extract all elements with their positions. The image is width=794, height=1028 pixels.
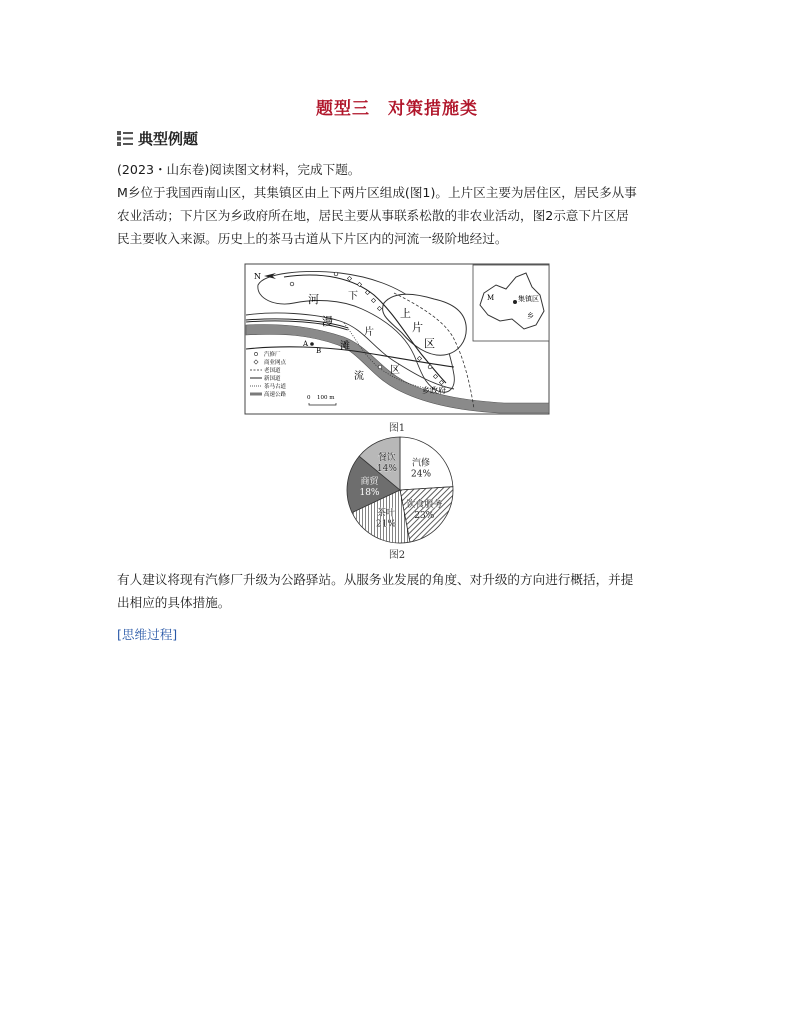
inset-m-label: M bbox=[487, 294, 495, 302]
inset-town-dot bbox=[513, 300, 517, 304]
point-a-marker bbox=[310, 342, 314, 346]
svg-text:高速公路: 高速公路 bbox=[264, 392, 287, 398]
section-label: 典型例题 bbox=[138, 130, 199, 148]
figure1-caption: 图1 bbox=[388, 423, 406, 434]
figure1-map bbox=[244, 263, 550, 415]
figure2-caption: 图2 bbox=[388, 550, 406, 561]
label-shang: 上 bbox=[400, 307, 411, 320]
point-b-label: B bbox=[316, 347, 322, 355]
label-pian-lower: 片 bbox=[364, 327, 374, 338]
label-qu-lower: 区 bbox=[390, 365, 400, 376]
pie-label: 餐饮 bbox=[377, 453, 396, 464]
figure2-pie-chart bbox=[344, 434, 456, 546]
svg-text:汽修厂: 汽修厂 bbox=[264, 352, 281, 358]
pie-label: 商贸 bbox=[360, 477, 379, 488]
label-liu: 流 bbox=[354, 371, 364, 382]
label-tan: 滩 bbox=[340, 341, 350, 352]
inset-town-label: 集镇区 bbox=[518, 295, 539, 303]
point-a-label: A bbox=[303, 340, 309, 348]
svg-text:新国道: 新国道 bbox=[264, 376, 281, 382]
label-man: 漫 bbox=[322, 315, 333, 328]
pie-label: 21% bbox=[376, 519, 397, 530]
list-icon bbox=[117, 131, 133, 146]
label-gov: 乡政府 bbox=[422, 386, 446, 395]
question-line: 出相应的具体措施。 bbox=[117, 595, 231, 610]
page-title: 题型三 对策措施类 bbox=[316, 99, 478, 119]
svg-text:商业网点: 商业网点 bbox=[264, 360, 287, 366]
pie-label: 汽修 bbox=[412, 458, 431, 469]
body-line: 民主要收入来源。历史上的茶马古道从下片区内的河流一级阶地经过。 bbox=[117, 231, 508, 246]
thinking-process-label: [思维过程] bbox=[117, 627, 178, 642]
label-pian-upper: 片 bbox=[412, 321, 423, 334]
section-header bbox=[117, 128, 198, 149]
svg-text:0: 0 bbox=[307, 395, 311, 401]
label-qu-upper: 区 bbox=[424, 337, 435, 350]
body-line: M乡位于我国西南山区，其集镇区由上下两片区组成(图1)。上片区主要为居住区，居民多从事 bbox=[117, 185, 637, 200]
svg-text:茶马古道: 茶马古道 bbox=[264, 384, 287, 390]
question-line: 有人建议将现有汽修厂升级为公路驿站。从服务业发展的角度、对升级的方向进行概括，并提 bbox=[117, 572, 634, 587]
svg-text:100 m: 100 m bbox=[317, 395, 335, 401]
question-text bbox=[117, 568, 683, 614]
svg-text:老国道: 老国道 bbox=[264, 368, 281, 374]
pie-label: 24% bbox=[411, 469, 432, 480]
pie-label: 18% bbox=[359, 488, 380, 499]
inset-xiang-label: 乡 bbox=[527, 312, 534, 320]
pie-label: 23% bbox=[414, 510, 435, 521]
pie-label: 14% bbox=[376, 464, 397, 475]
problem-body bbox=[117, 181, 683, 250]
label-xia: 下 bbox=[348, 291, 358, 302]
pie-label: 茶叶 bbox=[377, 508, 396, 519]
label-he: 河 bbox=[308, 293, 319, 306]
pie-label: 饮食服务 bbox=[406, 499, 443, 510]
svg-text:N: N bbox=[254, 272, 261, 281]
problem-source: (2023・山东卷)阅读图文材料，完成下题。 bbox=[117, 162, 361, 177]
body-line: 农业活动；下片区为乡政府所在地，居民主要从事联系松散的非农业活动，图2示意下片区居 bbox=[117, 208, 629, 223]
